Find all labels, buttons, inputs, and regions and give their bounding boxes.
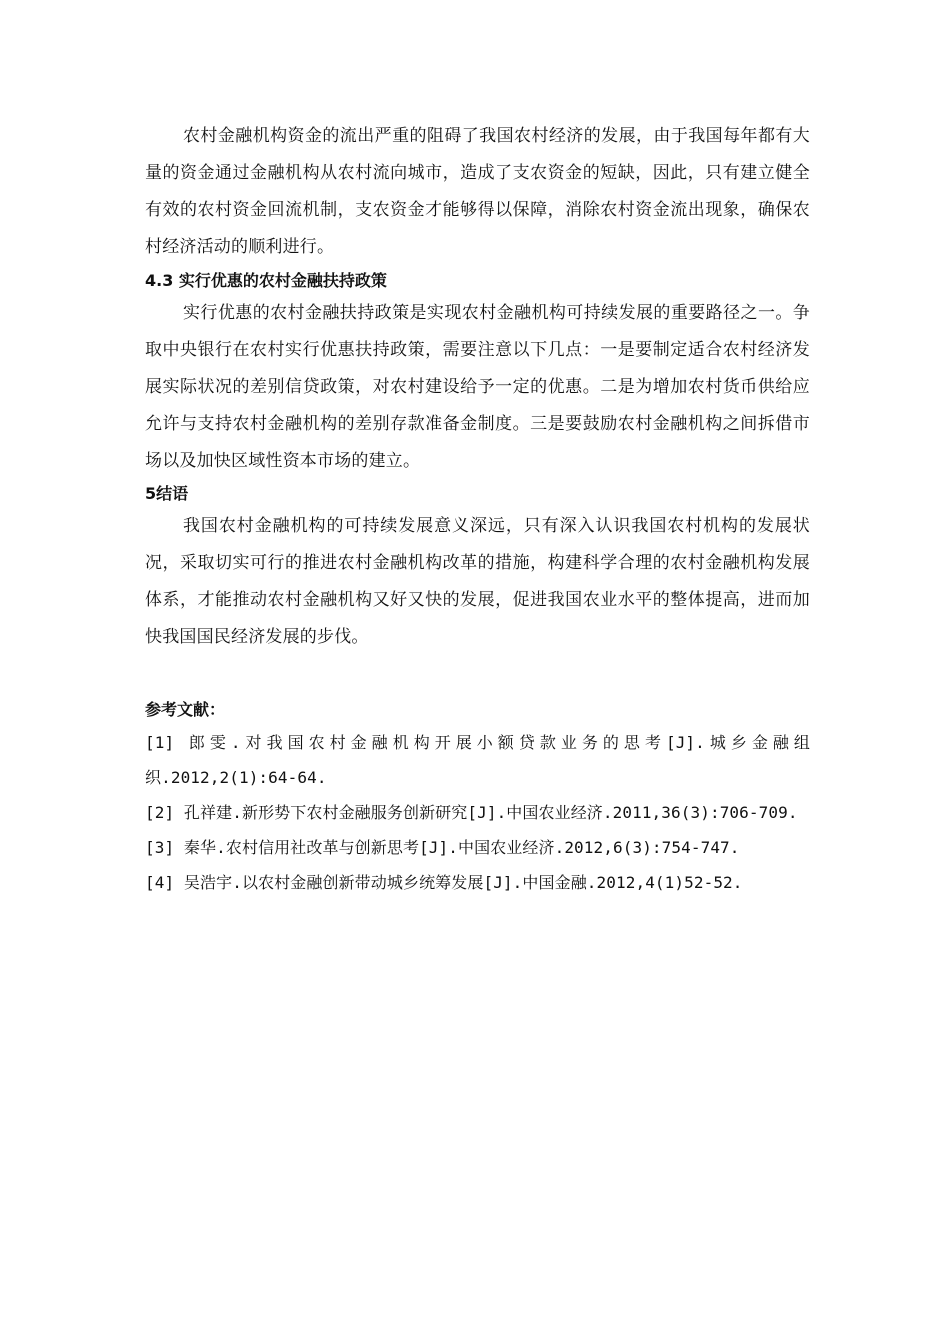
- reference-item: [1] 郎雯.对我国农村金融机构开展小额贷款业务的思考[J].城乡金融组织.2012,2(1):64-64.: [145, 733, 810, 787]
- document-page: [145, 118, 810, 900]
- references-title: 参考文献：: [145, 700, 226, 719]
- reference-item: [3] 秦华.农村信用社改革与创新思考[J].中国农业经济.2012,6(3):754-747.: [145, 838, 740, 857]
- section-heading-4-3: 4.3 实行优惠的农村金融扶持政策: [145, 271, 387, 290]
- body-paragraph-1: 农村金融机构资金的流出严重的阻碍了我国农村经济的发展，由于我国每年都有大量的资金通过金融机构从农村流向城市，造成了支农资金的短缺，因此，只有建立健全有效的农村资金回流机制，支农资金才能够得以保障，消除农村资金流出现象，确保农村经济活动的顺利进行。: [145, 126, 810, 257]
- body-paragraph-3: 我国农村金融机构的可持续发展意义深远，只有深入认识我国农村机构的发展状况，采取切实可行的推进农村金融机构改革的措施，构建科学合理的农村金融机构发展体系，才能推动农村金融机构又好又快的发展，促进我国农业水平的整体提高，进而加快我国国民经济发展的步伐。: [145, 516, 810, 647]
- reference-item: [2] 孔祥建.新形势下农村金融服务创新研究[J].中国农业经济.2011,36(3):706-709.: [145, 803, 798, 822]
- blank-line: [145, 656, 810, 693]
- body-paragraph-2: 实行优惠的农村金融扶持政策是实现农村金融机构可持续发展的重要路径之一。争取中央银行在农村实行优惠扶持政策，需要注意以下几点：一是要制定适合农村经济发展实际状况的差别信贷政策，对农村建设给予一定的优惠。二是为增加农村货币供给应允许与支持农村金融机构的差别存款准备金制度。三是要鼓励农村金融机构之间拆借市场以及加快区域性资本市场的建立。: [145, 303, 810, 471]
- section-heading-5: 5结语: [145, 484, 189, 503]
- reference-list: [145, 725, 810, 900]
- reference-item: [4] 吴浩宇.以农村金融创新带动城乡统筹发展[J].中国金融.2012,4(1)52-52.: [145, 873, 743, 892]
